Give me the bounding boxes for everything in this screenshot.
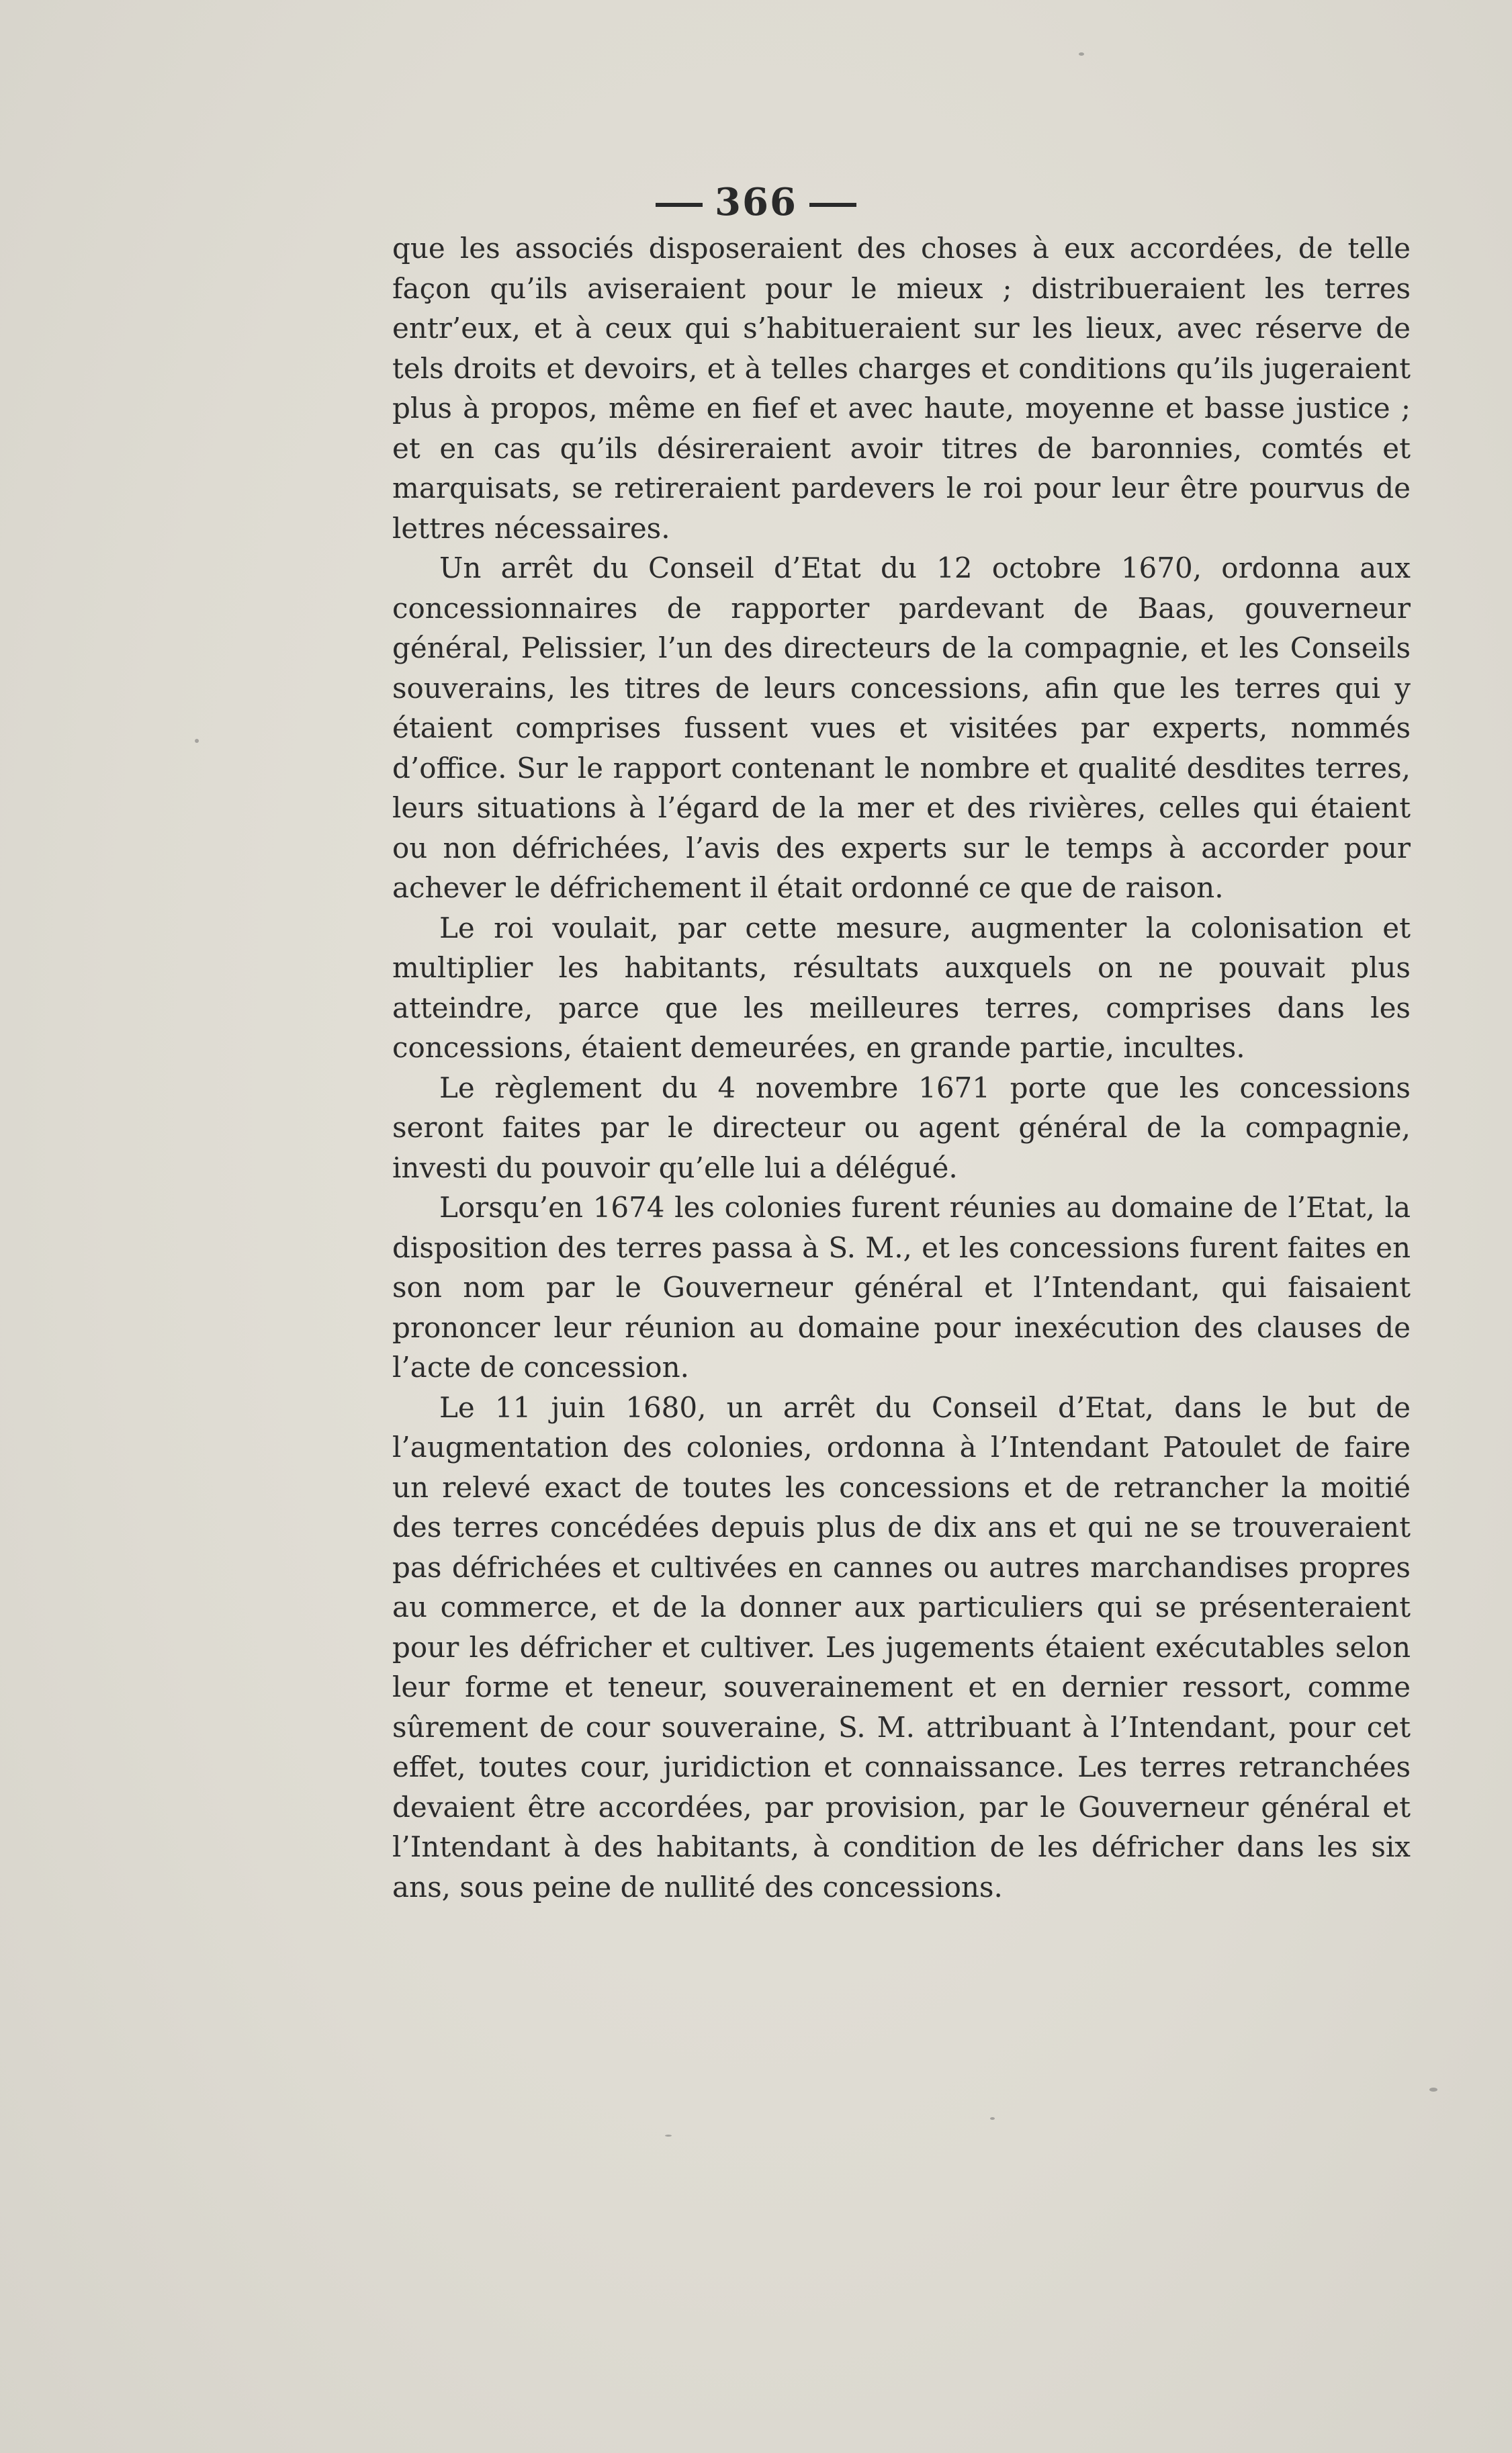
body-text: [392, 228, 1411, 1907]
paragraph-3: Le roi voulait, par cette mesure, augmenter la colonisation et multiplier les habitants, résultats auxquels on ne pouvait plus atteindre, parce que les meilleures terres, comprises dans les concessions, étaient demeurées, en grande partie, incultes.: [392, 911, 1411, 1064]
paragraph-4: Le règlement du 4 novembre 1671 porte que les concessions seront faites par le directeur ou agent général de la compagnie, investi du pouvoir qu’elle lui a délégué.: [392, 1071, 1411, 1184]
header-dash-left: [656, 203, 703, 207]
paragraph-2: Un arrêt du Conseil d’Etat du 12 octobre 1670, ordonna aux concessionnaires de rapporter pardevant de Baas, gouverneur général, Pelissier, l’un des directeurs de la compagnie, et les Conseils souverains, les titres de leurs concessions, afin que les terres qui y étaient comprises fussent vues et visitées par experts, nommés d’office. Sur le rapport contenant le nombre et qualité desdites terres, leurs situations à l’égard de la mer et des rivières, celles qui étaient ou non défrichées, l’avis des experts sur le temps à accorder pour achever le défrichement il était ordonné ce que de raison.: [392, 551, 1411, 904]
paper-speck: [665, 2135, 672, 2137]
paragraph-6: Le 11 juin 1680, un arrêt du Conseil d’Etat, dans le but de l’augmentation des colonies, ordonna à l’Intendant Patoulet de faire un relevé exact de toutes les concessions et de retrancher la moitié des terres concédées depuis plus de dix ans et qui ne se trouveraient pas défrichées et cultivées en cannes ou autres marchandises propres au commerce, et de la donner aux particuliers qui se présenteraient pour les défricher et cultiver. Les jugements étaient exécutables selon leur forme et teneur, souverainement et en dernier ressort, comme sûrement de cour souveraine, S. M. attribuant à l’Intendant, pour cet effet, toutes cour, juridiction et connaissance. Les terres retranchées devaient être accordées, par provision, par le Gouverneur général et l’Intendant à des habitants, à condition de les défricher dans les six ans, sous peine de nullité des concessions.: [392, 1390, 1411, 1904]
page-header: [0, 180, 1512, 224]
paper-speck: [195, 739, 199, 743]
paper-speck: [1429, 2088, 1437, 2092]
paragraph-5: Lorsqu’en 1674 les colonies furent réunies au domaine de l’Etat, la disposition des terres passa à S. M., et les concessions furent faites en son nom par le Gouverneur général et l’Intendant, qui faisaient prononcer leur réunion au domaine pour inexécution des clauses de l’acte de concession.: [392, 1191, 1411, 1384]
paragraph-1: que les associés disposeraient des choses à eux accordées, de telle façon qu’ils aviseraient pour le mieux ; distribueraient les terres entr’eux, et à ceux qui s’habitueraient sur les lieux, avec réserve de tels droits et devoirs, et à telles charges et conditions qu’ils jugeraient plus à propos, même en fief et avec haute, moyenne et basse justice ; et en cas qu’ils désireraient avoir titres de baronnies, comtés et marquisats, se retireraient pardevers le roi pour leur être pourvus de lettres nécessaires.: [392, 232, 1411, 545]
paper-speck: [990, 2117, 995, 2120]
header-dash-right: [809, 203, 856, 207]
paper-speck: [1079, 52, 1084, 56]
page-number: 366: [715, 180, 797, 224]
